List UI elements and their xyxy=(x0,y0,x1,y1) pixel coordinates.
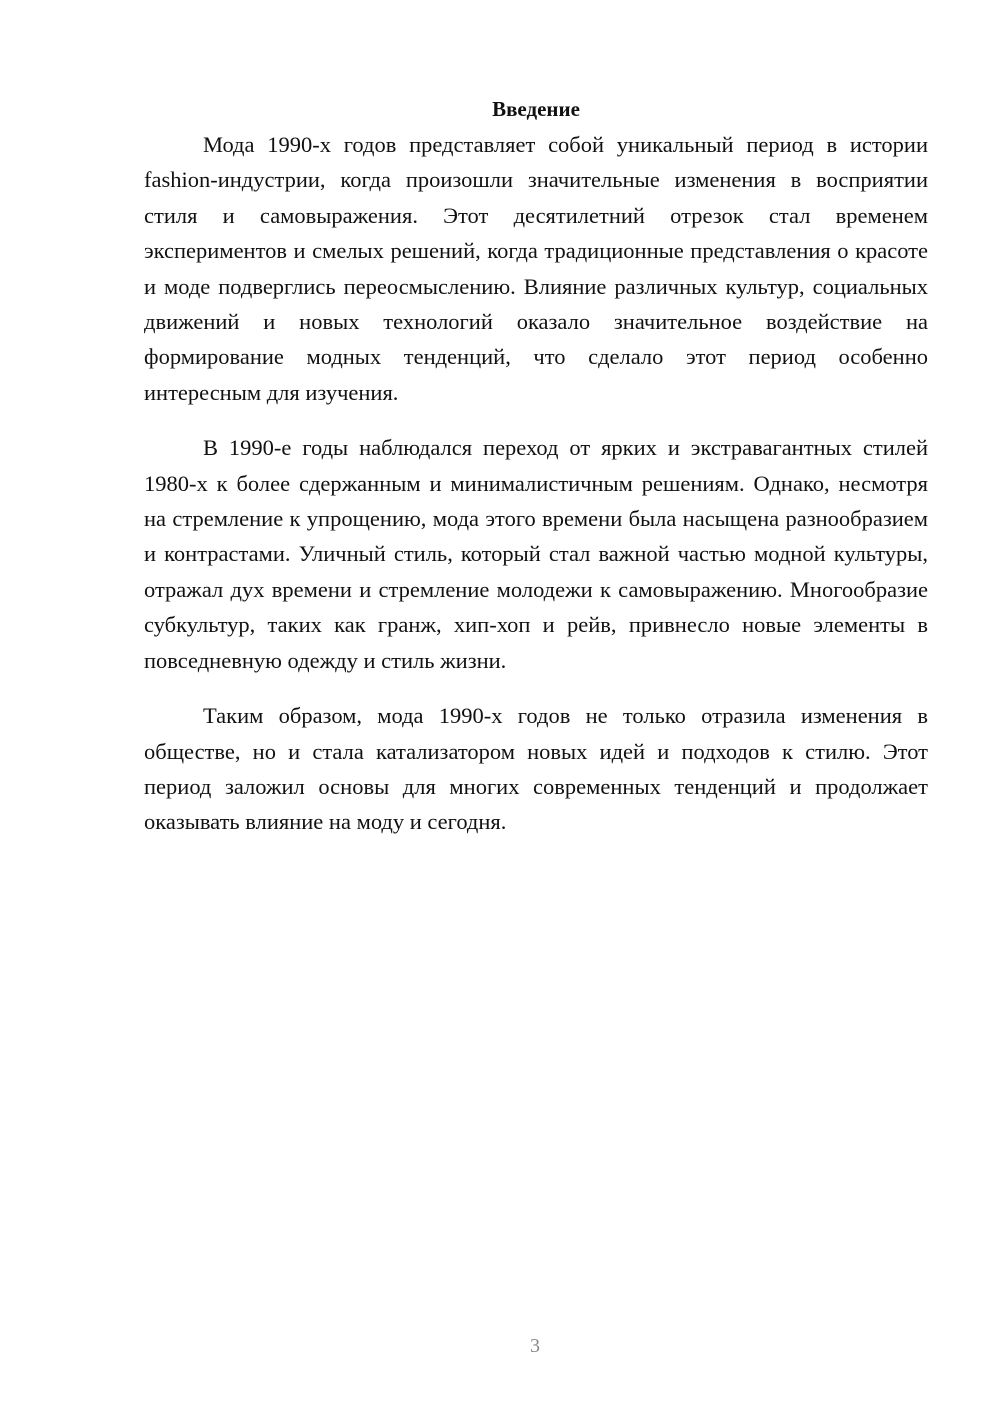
paragraph-1: Мода 1990-х годов представляет собой уникальный период в истории fashion-индустрии, когда произошли значительные изменения в восприятии стиля и самовыражения. Этот десятилетний отрезок стал временем экспериментов и смелых решений, когда традиционные представления о красоте и моде подверглись переосмыслению. Влияние различных культур, социальных движений и новых технологий оказало значительное воздействие на формирование модных тенденций, что сделало этот период особенно интересным для изучения. xyxy=(144,132,928,405)
page-number: 3 xyxy=(530,1335,540,1357)
paragraph-2: В 1990-е годы наблюдался переход от ярких и экстравагантных стилей 1980-х к более сдержанным и минималистичным решениям. Однако, несмотря на стремление к упрощению, мода этого времени была насыщена разнообразием и контрастами. Уличный стиль, который стал важной частью модной культуры, отражал дух времени и стремление молодежи к самовыражению. Многообразие субкультур, таких как гранж, хип-хоп и рейв, привнесло новые элементы в повседневную одежду и стиль жизни. xyxy=(144,435,928,673)
section-heading: Введение xyxy=(492,97,580,121)
paragraph-3: Таким образом, мода 1990-х годов не только отразила изменения в обществе, но и стала катализатором новых идей и подходов к стилю. Этот период заложил основы для многих современных тенденций и продолжает оказывать влияние на моду и сегодня. xyxy=(144,703,928,835)
page-content xyxy=(144,92,928,860)
